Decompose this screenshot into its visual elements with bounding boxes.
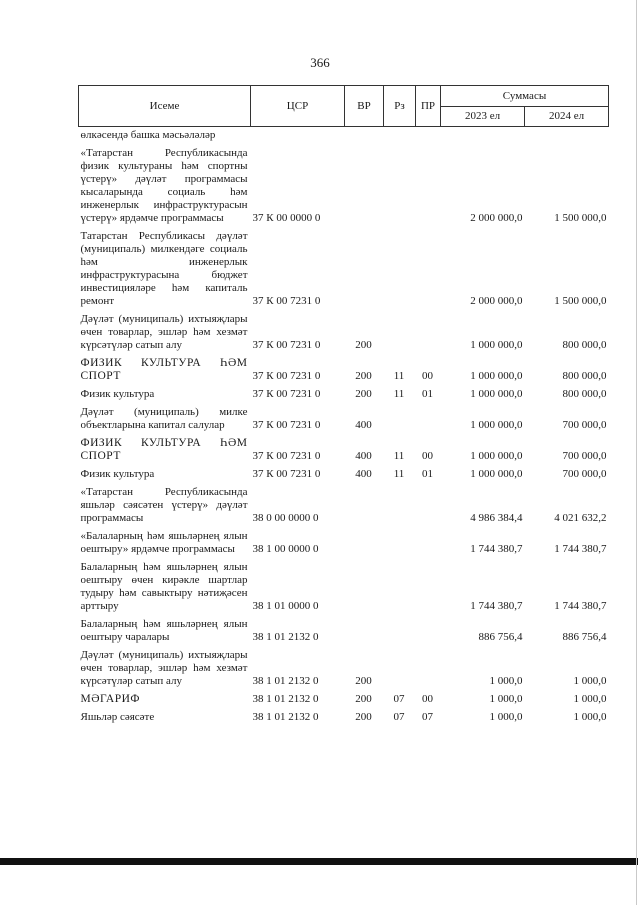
cell-vr: 200: [355, 388, 372, 400]
cell-pr: [416, 528, 441, 559]
header-year-2024: 2024 ел: [525, 107, 609, 127]
cell-csr: 38 1 01 2132 0: [252, 675, 319, 687]
cell-sum-2023: 1 000 000,0: [470, 388, 523, 400]
table-row: [79, 435, 609, 466]
table-row: [79, 528, 609, 559]
cell-rz: 11: [393, 450, 405, 462]
cell-pr: [416, 404, 441, 435]
cell-sum-2023: 1 000,0: [489, 675, 523, 687]
cell-csr: 37 К 00 7231 0: [252, 295, 321, 307]
table-body: [79, 127, 609, 728]
cell-vr: 400: [355, 468, 372, 480]
cell-sum-2024: 1 744 380,7: [554, 543, 607, 555]
cell-pr: 01: [422, 468, 433, 480]
cell-rz: [384, 484, 416, 528]
cell-sum-2023: [441, 127, 525, 146]
cell-sum-2024: 1 744 380,7: [554, 600, 607, 612]
cell-sum-2024: 700 000,0: [562, 468, 607, 480]
table-row: [79, 559, 609, 616]
cell-rz: [384, 559, 416, 616]
cell-sum-2024: 1 000,0: [573, 693, 607, 705]
cell-name: ФИЗИК КУЛЬТУРА ҺӘМ СПОРТ: [80, 357, 248, 382]
cell-sum-2024: 1 000,0: [573, 711, 607, 723]
cell-sum-2024: 800 000,0: [562, 339, 607, 351]
cell-rz: [384, 616, 416, 647]
table-row: [79, 647, 609, 691]
bottom-rule: [0, 858, 638, 865]
cell-vr: 200: [355, 711, 372, 723]
cell-vr: 200: [355, 370, 372, 382]
budget-table: [78, 85, 609, 727]
cell-name: «Татарстан Республикасында физик культураны һәм спортны үстерү» дәүләт программасы кысаларында социаль һәм инженерлык инфраструктурасын үстерү» ярдәмче программасы: [80, 147, 248, 224]
cell-vr: [345, 145, 384, 228]
header-name: Исеме: [79, 86, 251, 127]
cell-name: Балаларның һәм яшьләрнең ялын оештыру өчен кирәкле шартлар тудыру һәм савыктыру нәтиҗәсен арттыру: [80, 561, 248, 612]
cell-sum-2023: 1 000,0: [489, 693, 523, 705]
cell-sum-2024: 700 000,0: [562, 419, 607, 431]
table-header: [79, 86, 609, 127]
cell-vr: [345, 616, 384, 647]
cell-pr: 07: [422, 711, 433, 723]
table-row: [79, 691, 609, 709]
cell-sum-2023: 1 000 000,0: [470, 468, 523, 480]
cell-rz: [384, 145, 416, 228]
cell-csr: [251, 127, 345, 146]
cell-name: Физик культура: [80, 388, 155, 400]
table-row: [79, 228, 609, 311]
page-number: 366: [310, 55, 330, 70]
cell-sum-2023: 1 000 000,0: [470, 370, 523, 382]
header-pr: ПР: [416, 86, 441, 127]
cell-sum-2024: 700 000,0: [562, 450, 607, 462]
cell-csr: 38 1 01 2132 0: [252, 631, 319, 643]
cell-name: Дәүләт (муниципаль) ихтыяҗлары өчен товарлар, эшләр һәм хезмәт күрсәтүләр сатып алу: [80, 649, 248, 687]
cell-csr: 37 К 00 7231 0: [252, 370, 321, 382]
cell-sum-2024: 4 021 632,2: [554, 512, 607, 524]
cell-pr: [416, 311, 441, 355]
cell-csr: 37 К 00 7231 0: [252, 450, 321, 462]
cell-sum-2023: 886 756,4: [478, 631, 523, 643]
cell-name: Балаларның һәм яшьләрнең ялын оештыру чаралары: [80, 618, 248, 643]
cell-sum-2024: 800 000,0: [562, 388, 607, 400]
cell-rz: [384, 311, 416, 355]
cell-sum-2023: 1 000 000,0: [470, 339, 523, 351]
cell-rz: [384, 404, 416, 435]
cell-rz: 11: [393, 370, 405, 382]
cell-sum-2024: 1 500 000,0: [554, 295, 607, 307]
table-row: [79, 386, 609, 404]
cell-sum-2023: 2 000 000,0: [470, 212, 523, 224]
page-edge: [636, 0, 637, 905]
cell-sum-2024: 1 000,0: [573, 675, 607, 687]
cell-rz: [384, 228, 416, 311]
cell-rz: [384, 647, 416, 691]
cell-pr: 01: [422, 388, 433, 400]
table-row: [79, 466, 609, 484]
cell-pr: [416, 145, 441, 228]
cell-pr: [416, 127, 441, 146]
cell-vr: [345, 528, 384, 559]
cell-csr: 38 0 00 0000 0: [252, 512, 319, 524]
cell-vr: 400: [355, 450, 372, 462]
cell-csr: 37 К 00 7231 0: [252, 339, 321, 351]
cell-name: МӘГАРИФ: [80, 693, 141, 705]
table-row: [79, 355, 609, 386]
table-row: [79, 145, 609, 228]
cell-rz: 11: [393, 468, 405, 480]
cell-name: Дәүләт (муниципаль) милке объектларына капитал салулар: [80, 406, 248, 431]
cell-rz: 07: [393, 711, 405, 723]
cell-csr: 38 1 01 2132 0: [252, 693, 319, 705]
cell-rz: 11: [393, 388, 405, 400]
table-row: [79, 127, 609, 146]
cell-vr: [345, 228, 384, 311]
cell-pr: 00: [422, 450, 433, 462]
cell-name: «Балаларның һәм яшьләрнең ялын оештыру» ярдәмче программасы: [80, 530, 248, 555]
cell-csr: 38 1 00 0000 0: [252, 543, 319, 555]
cell-vr: [345, 127, 384, 146]
cell-name: өлкәсендә башка мәсьәләләр: [80, 129, 216, 141]
header-sums: Суммасы: [441, 86, 609, 107]
table-row: [79, 709, 609, 727]
header-rz: Рз: [384, 86, 416, 127]
cell-name: Татарстан Республикасы дәүләт (муниципаль) милкендәге социаль һәм инженерлык инфраструктурасына бюджет инвестицияләре һәм капиталь ремонт: [80, 230, 248, 307]
cell-csr: 37 К 00 7231 0: [252, 419, 321, 431]
table-row: [79, 616, 609, 647]
cell-vr: [345, 559, 384, 616]
cell-csr: 37 К 00 7231 0: [252, 468, 321, 480]
cell-sum-2023: 1 000 000,0: [470, 419, 523, 431]
header-vr: ВР: [345, 86, 384, 127]
cell-sum-2023: 1 744 380,7: [470, 543, 523, 555]
cell-pr: [416, 559, 441, 616]
cell-rz: 07: [393, 693, 405, 705]
cell-name: Яшьләр сәясәте: [80, 711, 155, 723]
cell-pr: [416, 647, 441, 691]
cell-rz: [384, 127, 416, 146]
cell-vr: 200: [355, 693, 372, 705]
cell-vr: 400: [355, 419, 372, 431]
cell-name: ФИЗИК КУЛЬТУРА ҺӘМ СПОРТ: [80, 437, 248, 462]
cell-pr: [416, 228, 441, 311]
table-row: [79, 404, 609, 435]
table-row: [79, 311, 609, 355]
cell-name: «Татарстан Республикасында яшьләр сәясәтен үстерү» дәүләт программасы: [80, 486, 248, 524]
header-csr: ЦСР: [251, 86, 345, 127]
cell-sum-2023: 1 000 000,0: [470, 450, 523, 462]
cell-name: Дәүләт (муниципаль) ихтыяҗлары өчен товарлар, эшләр һәм хезмәт күрсәтүләр сатып алу: [80, 313, 248, 351]
cell-sum-2023: 2 000 000,0: [470, 295, 523, 307]
cell-vr: 200: [355, 675, 372, 687]
cell-sum-2024: 886 756,4: [562, 631, 607, 643]
cell-pr: 00: [422, 370, 433, 382]
cell-sum-2024: 1 500 000,0: [554, 212, 607, 224]
table-row: [79, 484, 609, 528]
header-year-2023: 2023 ел: [441, 107, 525, 127]
cell-csr: 38 1 01 2132 0: [252, 711, 319, 723]
cell-vr: 200: [355, 339, 372, 351]
cell-sum-2023: 1 000,0: [489, 711, 523, 723]
cell-pr: [416, 616, 441, 647]
cell-name: Физик культура: [80, 468, 155, 480]
cell-sum-2023: 4 986 384,4: [470, 512, 523, 524]
cell-rz: [384, 528, 416, 559]
cell-pr: 00: [422, 693, 433, 705]
cell-pr: [416, 484, 441, 528]
cell-vr: [345, 484, 384, 528]
cell-csr: 37 К 00 0000 0: [252, 212, 321, 224]
cell-sum-2023: 1 744 380,7: [470, 600, 523, 612]
cell-sum-2024: [525, 127, 609, 146]
cell-csr: 38 1 01 0000 0: [252, 600, 319, 612]
cell-csr: 37 К 00 7231 0: [252, 388, 321, 400]
cell-sum-2024: 800 000,0: [562, 370, 607, 382]
